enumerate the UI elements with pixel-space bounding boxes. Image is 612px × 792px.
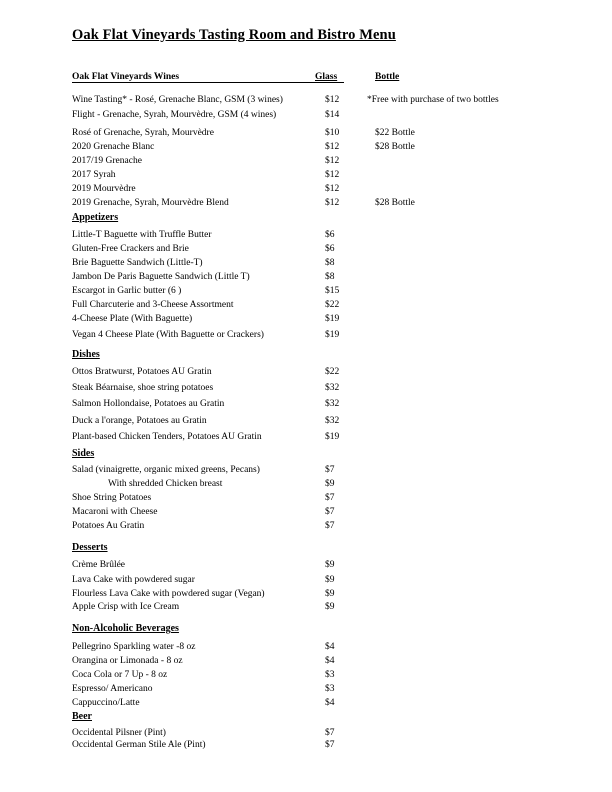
wine-bottle-price: $28 Bottle (375, 198, 415, 208)
menu-title: Oak Flat Vineyards Tasting Room and Bistro Menu (72, 27, 396, 43)
wine-row (0, 110, 612, 123)
wine-name: 2019 Grenache, Syrah, Mourvèdre Blend (72, 198, 229, 208)
item-price: $9 (325, 602, 335, 612)
item-price: $4 (325, 698, 335, 708)
item-price: $7 (325, 493, 335, 503)
wine-row (0, 198, 612, 211)
item-name: Pellegrino Sparkling water -8 oz (72, 642, 196, 652)
bottle-header: Bottle (375, 72, 400, 82)
wine-name: 2017/19 Grenache (72, 156, 142, 166)
item-name: 4-Cheese Plate (With Baguette) (72, 314, 193, 324)
menu-item (0, 258, 612, 271)
menu-item (0, 330, 612, 343)
wine-bottle-price: $28 Bottle (375, 142, 415, 152)
wine-row (0, 156, 612, 169)
wine-glass-price: $12 (325, 156, 340, 166)
item-name: Macaroni with Cheese (72, 507, 158, 517)
item-name: Duck a l'orange, Potatoes au Gratin (72, 416, 207, 426)
menu-item (0, 684, 612, 697)
menu-item (0, 493, 612, 506)
wine-glass-price: $12 (325, 142, 340, 152)
item-name: Occidental Pilsner (Pint) (72, 728, 166, 738)
item-name: Vegan 4 Cheese Plate (With Baguette or Crackers) (72, 330, 264, 340)
item-name: Salad (vinaigrette, organic mixed greens, Pecans) (72, 465, 260, 475)
item-price: $3 (325, 670, 335, 680)
item-name: Plant-based Chicken Tenders, Potatoes AU Gratin (72, 432, 262, 442)
wine-glass-price: $12 (325, 184, 340, 194)
item-price: $22 (325, 367, 340, 377)
item-price: $19 (325, 432, 340, 442)
item-price: $4 (325, 656, 335, 666)
item-price: $9 (325, 560, 335, 570)
item-price: $7 (325, 740, 335, 750)
menu-item (0, 367, 612, 380)
item-name: Occidental German Stile Ale (Pint) (72, 740, 206, 750)
wine-name: Rosé of Grenache, Syrah, Mourvèdre (72, 128, 214, 138)
wine-row (0, 95, 612, 108)
menu-item (0, 399, 612, 412)
item-price: $32 (325, 383, 340, 393)
wine-name: 2020 Grenache Blanc (72, 142, 155, 152)
wine-row (0, 184, 612, 197)
menu-item (0, 416, 612, 429)
item-name: With shredded Chicken breast (108, 479, 223, 489)
wine-name: Wine Tasting* - Rosé, Grenache Blanc, GSM (3 wines) (72, 95, 283, 105)
wine-glass-price: $12 (325, 95, 340, 105)
item-name: Salmon Hollondaise, Potatoes au Gratin (72, 399, 225, 409)
item-name: Potatoes Au Gratin (72, 521, 145, 531)
appetizers-heading: Appetizers (72, 212, 119, 223)
menu-item (0, 740, 612, 753)
menu-item (0, 272, 612, 285)
item-price: $19 (325, 330, 340, 340)
menu-item (0, 300, 612, 313)
dishes-heading: Dishes (72, 349, 100, 360)
item-name: Shoe String Potatoes (72, 493, 152, 503)
menu-item (0, 560, 612, 573)
menu-item (0, 383, 612, 396)
menu-item (0, 521, 612, 534)
wine-row (0, 170, 612, 183)
item-name: Cappuccino/Latte (72, 698, 140, 708)
item-name: Brie Baguette Sandwich (Little-T) (72, 258, 203, 268)
item-price: $4 (325, 642, 335, 652)
menu-item (0, 575, 612, 588)
item-name: Flourless Lava Cake with powdered sugar (Vegan) (72, 589, 265, 599)
item-price: $8 (325, 272, 335, 282)
wine-glass-price: $12 (325, 170, 340, 180)
item-price: $7 (325, 465, 335, 475)
item-name: Espresso/ Americano (72, 684, 153, 694)
wine-name: Flight - Grenache, Syrah, Mourvèdre, GSM (4 wines) (72, 110, 277, 120)
menu-item (0, 244, 612, 257)
wine-glass-price: $12 (325, 198, 340, 208)
item-price: $6 (325, 230, 335, 240)
item-price: $6 (325, 244, 335, 254)
item-name: Steak Béarnaise, shoe string potatoes (72, 383, 214, 393)
menu-item (0, 507, 612, 520)
item-price: $7 (325, 507, 335, 517)
wine-bottle-price: $22 Bottle (375, 128, 415, 138)
menu-item (0, 465, 612, 478)
item-name: Full Charcuterie and 3-Cheese Assortment (72, 300, 234, 310)
item-price: $19 (325, 314, 340, 324)
item-price: $32 (325, 416, 340, 426)
wine-row (0, 128, 612, 141)
item-name: Crème Brûlée (72, 560, 126, 570)
wine-name: 2019 Mourvèdre (72, 184, 136, 194)
menu-item (0, 589, 612, 602)
item-price: $32 (325, 399, 340, 409)
non-alcoholic-heading: Non-Alcoholic Beverages (72, 623, 179, 634)
sides-heading: Sides (72, 448, 95, 459)
item-price: $8 (325, 258, 335, 268)
item-name: Coca Cola or 7 Up - 8 oz (72, 670, 168, 680)
menu-item (0, 230, 612, 243)
menu-item (0, 602, 612, 615)
beer-heading: Beer (72, 711, 92, 722)
item-name: Gluten-Free Crackers and Brie (72, 244, 189, 254)
item-name: Orangina or Limonada - 8 oz (72, 656, 183, 666)
item-name: Little-T Baguette with Truffle Butter (72, 230, 212, 240)
wines-header: Oak Flat Vineyards Wines (72, 72, 344, 83)
wine-glass-price: $10 (325, 128, 340, 138)
menu-item (0, 432, 612, 445)
menu-item (0, 479, 612, 492)
item-price: $7 (325, 728, 335, 738)
item-name: Apple Crisp with Ice Cream (72, 602, 180, 612)
item-price: $9 (325, 575, 335, 585)
wine-name: 2017 Syrah (72, 170, 116, 180)
glass-header: Glass (315, 72, 338, 82)
item-name: Jambon De Paris Baguette Sandwich (Little T) (72, 272, 250, 282)
menu-item (0, 670, 612, 683)
item-price: $15 (325, 286, 340, 296)
menu-item (0, 656, 612, 669)
item-price: $7 (325, 521, 335, 531)
item-price: $9 (325, 479, 335, 489)
wine-glass-price: $14 (325, 110, 340, 120)
item-name: Ottos Bratwurst, Potatoes AU Gratin (72, 367, 212, 377)
item-price: $22 (325, 300, 340, 310)
wine-bottle-note: *Free with purchase of two bottles (367, 95, 499, 105)
desserts-heading: Desserts (72, 542, 108, 553)
menu-item (0, 314, 612, 327)
item-name: Lava Cake with powdered sugar (72, 575, 195, 585)
item-price: $3 (325, 684, 335, 694)
item-name: Escargot in Garlic butter (6 ) (72, 286, 182, 296)
wine-row (0, 142, 612, 155)
menu-item (0, 642, 612, 655)
menu-item (0, 286, 612, 299)
menu-item (0, 698, 612, 711)
item-price: $9 (325, 589, 335, 599)
